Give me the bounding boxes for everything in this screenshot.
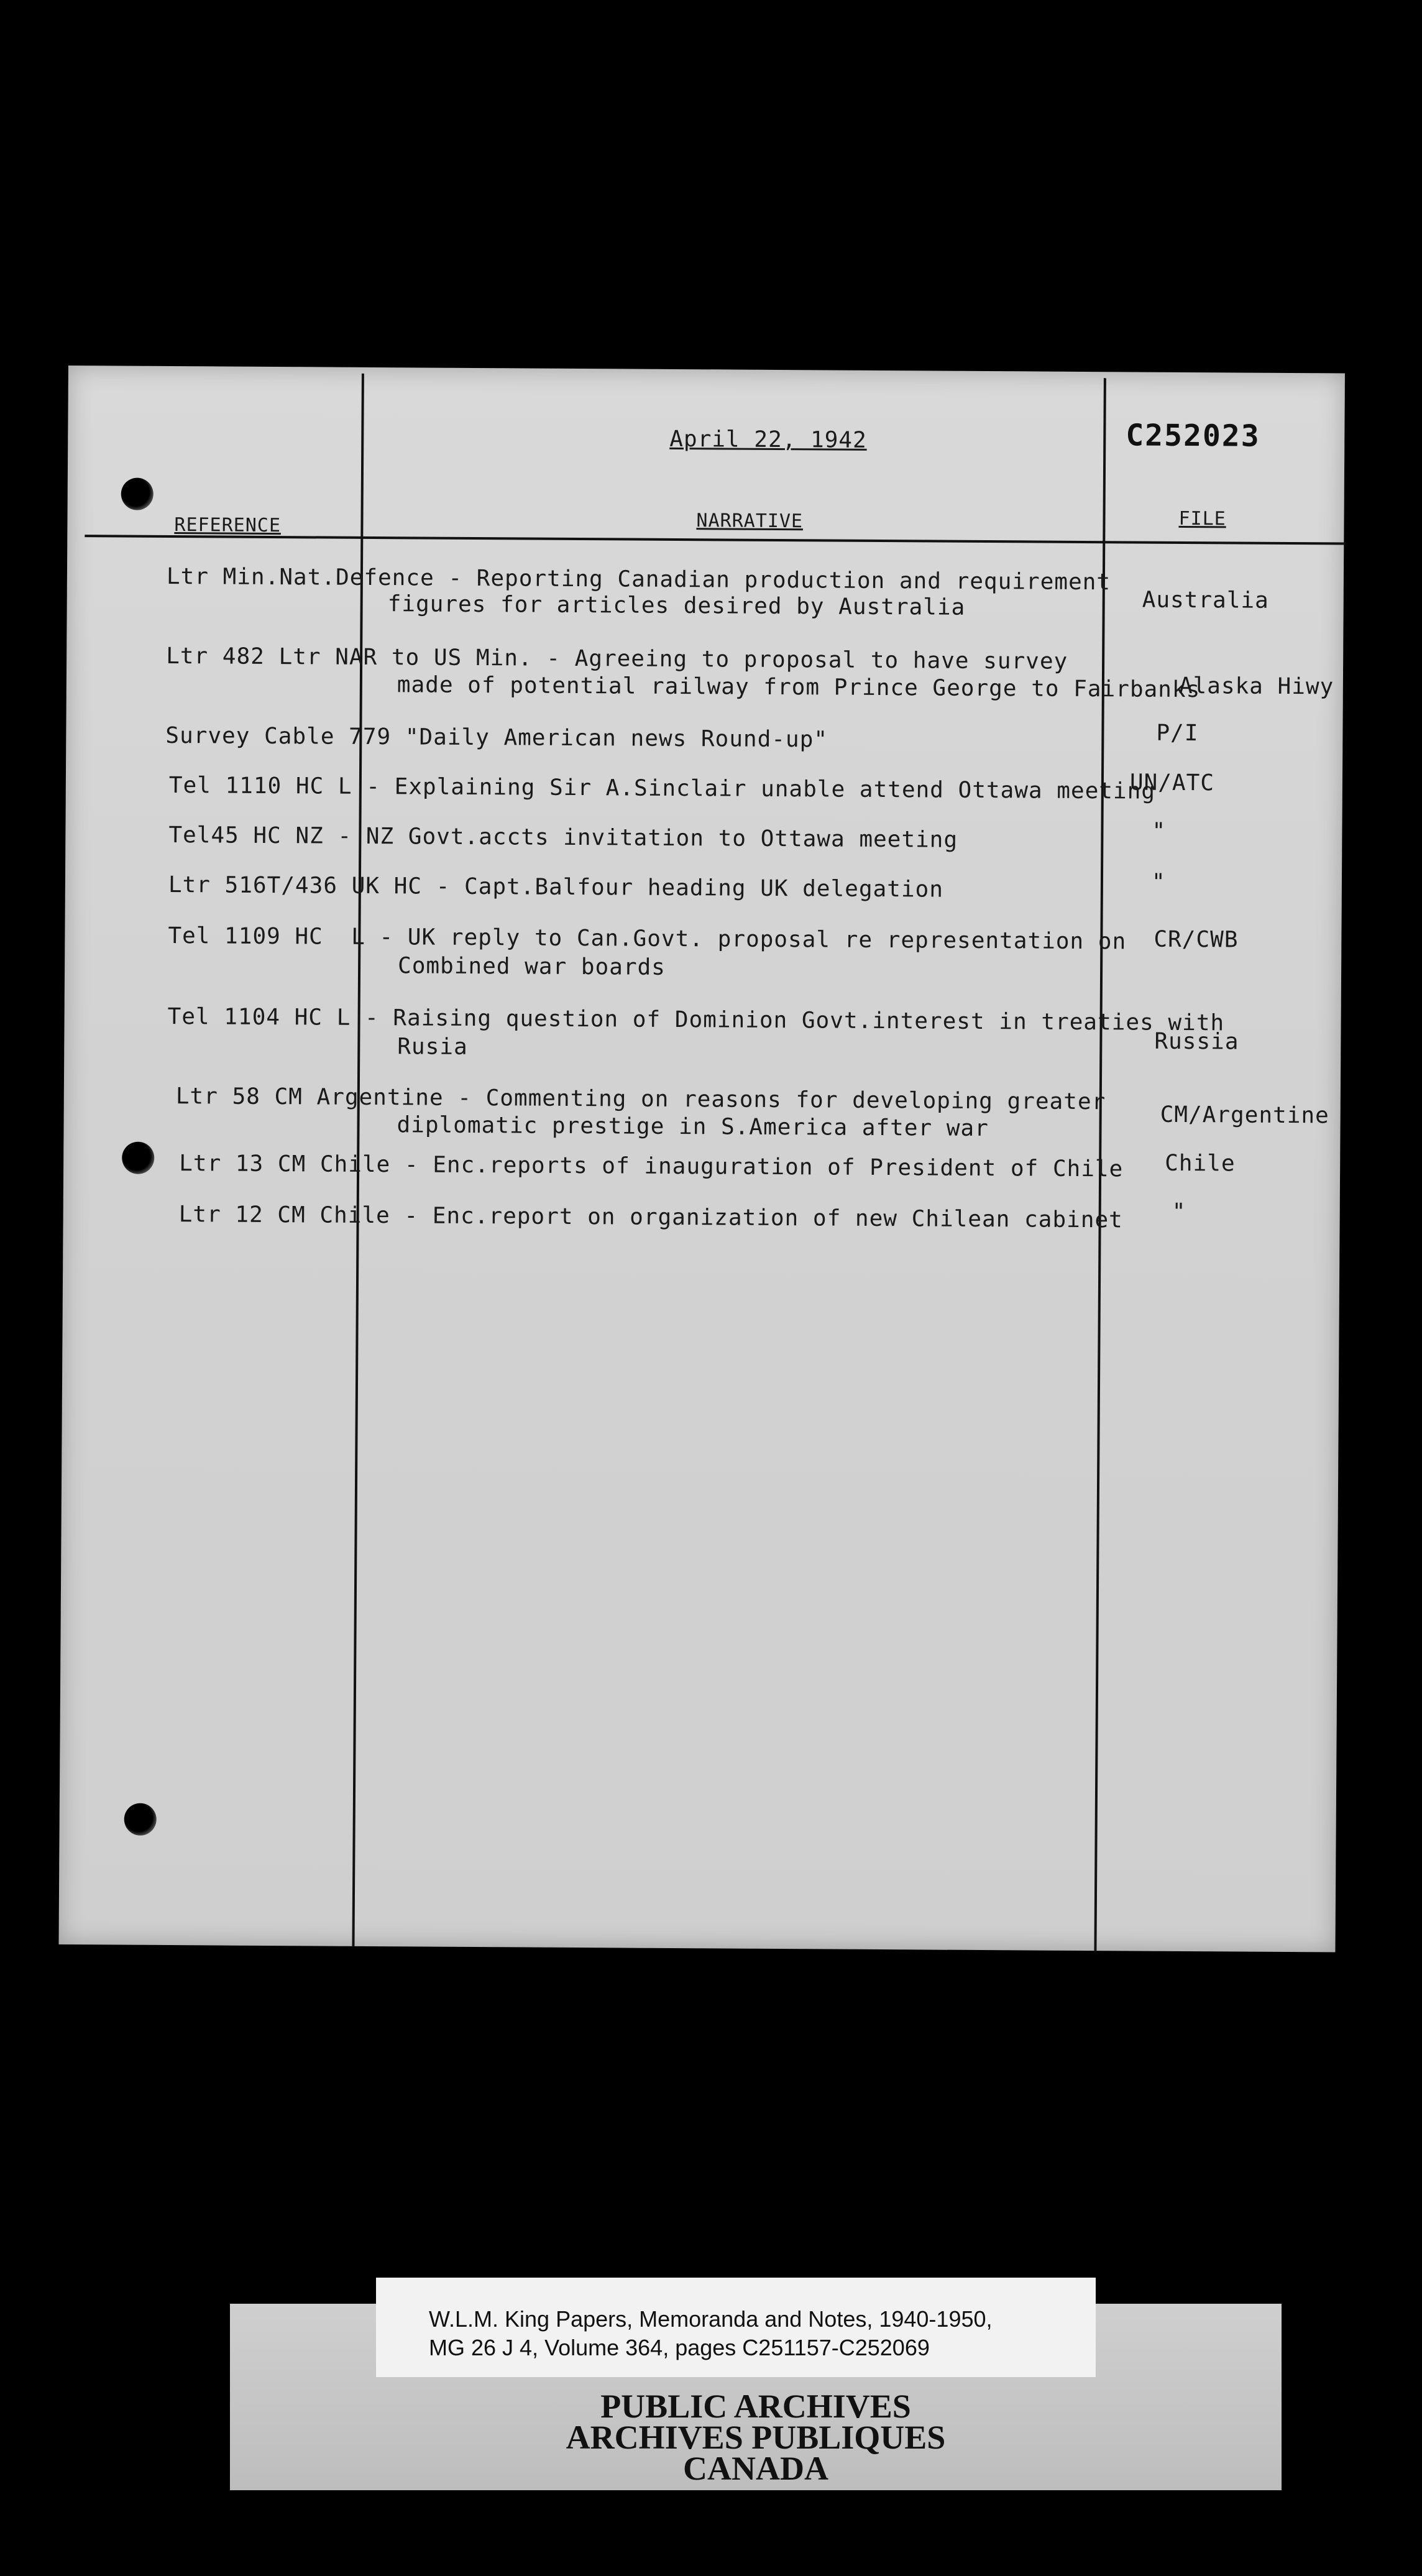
reference-column-header: REFERENCE (174, 514, 282, 537)
entry-line: Survey Cable 779 "Daily American news Round-up" (165, 722, 828, 753)
entry-file: " (1172, 1198, 1186, 1225)
file-column-header: FILE (1178, 507, 1226, 530)
entry-file: Alaska Hiwy (1178, 673, 1334, 700)
entry-file: Australia (1142, 587, 1269, 614)
archives-stamp-line-2: ARCHIVES PUBLIQUES (566, 2419, 946, 2456)
entry-line: Ltr 12 CM Chile - Enc.report on organization of new Chilean cabinet (178, 1202, 1123, 1233)
entry-line: Tel 1109 HC L - UK reply to Can.Govt. proposal re representation on (168, 922, 1127, 955)
entry-file: UN/ATC (1129, 770, 1215, 796)
archives-stamp-line-1: PUBLIC ARCHIVES (600, 2388, 911, 2425)
entry-line: Ltr Min.Nat.Defence - Reporting Canadian production and requirement (166, 563, 1111, 596)
entry-line: Ltr 58 CM Argentine - Commenting on reasons for developing greater (175, 1083, 1106, 1115)
collection-label-line-2: MG 26 J 4, Volume 364, pages C251157-C252069 (429, 2335, 930, 2360)
entry-continuation: figures for articles desired by Australia (387, 591, 966, 620)
entry-line: Ltr 516T/436 UK HC - Capt.Balfour heading UK delegation (168, 872, 944, 903)
entry-file: Chile (1165, 1150, 1236, 1177)
document-date: April 22, 1942 (669, 426, 867, 453)
narrative-column-header: NARRATIVE (696, 510, 804, 533)
entry-file: " (1151, 869, 1166, 895)
entry-continuation: Combined war boards (397, 953, 666, 980)
punch-hole-top (121, 478, 154, 510)
document-id: C252023 (1126, 418, 1260, 454)
collection-label-line-1: W.L.M. King Papers, Memoranda and Notes, 1940-1950, (429, 2306, 993, 2332)
entry-continuation: made of potential railway from Prince George to Fairbanks (397, 672, 1201, 703)
entry-line: Tel 1104 HC L - Raising question of Dominion Govt.interest in treaties with (167, 1003, 1225, 1036)
entry-line: Tel 1110 HC L - Explaining Sir A.Sinclair unable attend Ottawa meeting (168, 773, 1156, 804)
entry-continuation: diplomatic prestige in S.America after war (397, 1112, 989, 1142)
punch-hole-bottom (124, 1803, 157, 1836)
entry-line: Ltr 482 Ltr NAR to US Min. - Agreeing to proposal to have survey (166, 643, 1068, 674)
punch-hole-middle (122, 1142, 154, 1174)
entry-file: " (1152, 818, 1167, 844)
document-page (58, 366, 1344, 1952)
entry-file: P/I (1156, 720, 1199, 747)
entry-line: Ltr 13 CM Chile - Enc.reports of inauguration of President of Chile (179, 1151, 1124, 1182)
entry-continuation: Rusia (397, 1034, 468, 1060)
archives-stamp-line-3: CANADA (683, 2450, 828, 2487)
entry-line: Tel45 HC NZ - NZ Govt.accts invitation to Ottawa meeting (168, 822, 958, 853)
entry-file: Russia (1154, 1028, 1239, 1055)
entry-file: CM/Argentine (1160, 1102, 1329, 1129)
entry-file: CR/CWB (1154, 926, 1239, 953)
